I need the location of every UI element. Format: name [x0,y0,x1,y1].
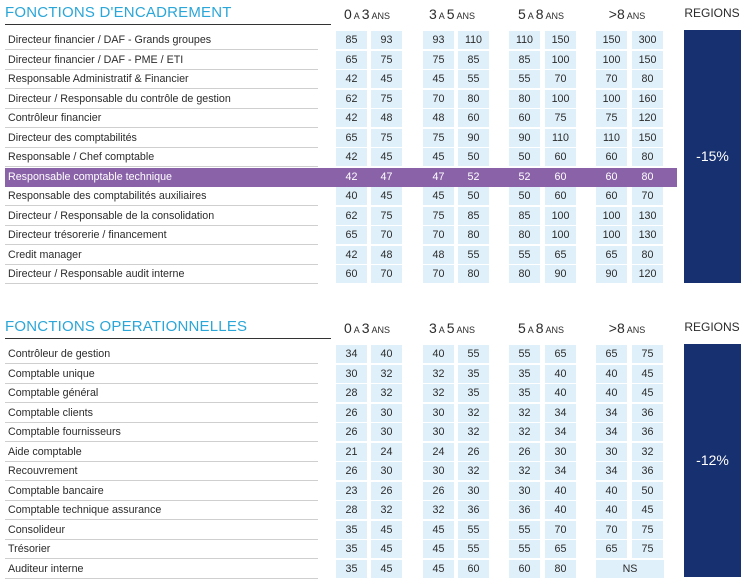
value-cell: 21 [336,443,367,461]
value-cell: 65 [596,540,627,558]
value-cell: 75 [423,207,454,225]
value-cell: 30 [596,443,627,461]
value-cell: 40 [423,345,454,363]
value-cell: 40 [545,501,576,519]
table-row [5,501,741,520]
value-cell: 80 [509,226,540,244]
table-row [5,109,741,128]
value-cell: 75 [632,521,663,539]
row-label: Comptable bancaire [5,482,318,501]
table-row [5,560,741,579]
value-cell: 60 [545,148,576,166]
row-label: Comptable technique assurance [5,501,318,520]
table-row [5,423,741,442]
value-cell: 30 [371,423,402,441]
value-cell: 30 [509,482,540,500]
table-row [5,207,741,226]
section-encadrement [0,4,744,288]
value-cell: 30 [458,482,489,500]
value-cell: 100 [596,90,627,108]
row-label: Directeur financier / DAF - PME / ETI [5,51,318,70]
value-cell: 70 [596,70,627,88]
value-cell: 42 [336,246,367,264]
value-cell: 23 [336,482,367,500]
value-cell: 36 [632,423,663,441]
value-cell: 60 [545,168,576,186]
value-cell: 30 [336,365,367,383]
value-cell: 110 [509,31,540,49]
value-cell: 75 [371,207,402,225]
column-header-3: >8 ANS [608,6,646,22]
value-cell: 34 [596,423,627,441]
value-cell: 36 [632,462,663,480]
regions-header: REGIONS [684,6,740,20]
value-cell: 55 [458,345,489,363]
value-cell: 75 [371,51,402,69]
value-cell: 120 [632,265,663,283]
value-cell: 100 [596,207,627,225]
value-cell: 80 [632,168,663,186]
encadrement-title: FONCTIONS D'ENCADREMENT [5,4,232,21]
encadrement-title-rule [5,24,331,25]
value-cell: 55 [509,70,540,88]
value-cell: 85 [509,207,540,225]
column-header-0: 0 A 3 ANS [343,6,391,22]
value-cell: 120 [632,109,663,127]
value-cell: 85 [336,31,367,49]
value-cell: 100 [545,226,576,244]
value-cell: 70 [423,226,454,244]
value-cell: 32 [509,462,540,480]
value-cell: 32 [371,501,402,519]
value-cell: 32 [371,384,402,402]
value-cell: 65 [336,129,367,147]
value-cell: 80 [632,148,663,166]
value-cell: 36 [632,404,663,422]
value-cell: 50 [509,148,540,166]
value-cell: 90 [458,129,489,147]
value-cell: 55 [509,345,540,363]
value-cell: 55 [458,70,489,88]
value-cell: 60 [458,109,489,127]
value-cell: 130 [632,226,663,244]
value-cell: 40 [545,482,576,500]
row-label: Responsable comptable technique [5,168,318,187]
value-cell: 75 [423,129,454,147]
value-cell: 110 [545,129,576,147]
value-cell: 100 [545,90,576,108]
column-header-2: 5 A 8 ANS [517,320,565,336]
value-cell: 40 [336,187,367,205]
value-cell: 30 [423,462,454,480]
value-cell: 52 [509,168,540,186]
row-label: Directeur des comptabilités [5,129,318,148]
value-cell: 45 [423,70,454,88]
value-cell: 75 [632,540,663,558]
column-header-1: 3 A 5 ANS [428,6,476,22]
value-cell: 30 [371,462,402,480]
value-cell: 55 [458,540,489,558]
value-cell: 60 [336,265,367,283]
value-cell: 80 [632,246,663,264]
value-cell: 93 [423,31,454,49]
row-label: Aide comptable [5,443,318,462]
value-cell: 70 [545,521,576,539]
row-label: Contrôleur de gestion [5,345,318,364]
value-cell: 45 [632,365,663,383]
value-cell: 55 [458,521,489,539]
value-cell: 32 [423,384,454,402]
value-cell: 70 [371,265,402,283]
value-cell: 65 [596,246,627,264]
value-cell: 70 [596,521,627,539]
column-header-1: 3 A 5 ANS [428,320,476,336]
value-cell: 150 [596,31,627,49]
value-cell: 62 [336,90,367,108]
value-cell: 34 [336,345,367,363]
value-cell: 150 [545,31,576,49]
value-cell: 80 [509,265,540,283]
column-header-0: 0 A 3 ANS [343,320,391,336]
value-cell: 90 [596,265,627,283]
value-cell: 32 [458,462,489,480]
value-cell: 65 [545,345,576,363]
value-cell: 60 [458,560,489,578]
value-cell: 48 [423,246,454,264]
value-cell: 70 [423,90,454,108]
value-cell: 60 [545,187,576,205]
value-cell: 32 [509,423,540,441]
value-cell: 55 [458,246,489,264]
value-cell: 70 [423,265,454,283]
table-row [5,148,741,167]
value-cell: 50 [632,482,663,500]
table-row [5,384,741,403]
row-label: Credit manager [5,246,318,265]
value-cell: 26 [371,482,402,500]
operationnelles-title: FONCTIONS OPERATIONNELLES [5,318,248,335]
table-row [5,129,741,148]
row-label: Responsable des comptabilités auxiliaires [5,187,318,206]
value-cell: 50 [458,187,489,205]
value-cell: 26 [336,423,367,441]
value-cell: 36 [458,501,489,519]
value-cell: 32 [371,365,402,383]
value-cell: 60 [509,560,540,578]
value-cell: 35 [509,384,540,402]
value-cell: 24 [423,443,454,461]
value-cell: 110 [596,129,627,147]
value-cell: 28 [336,384,367,402]
value-cell: 45 [371,560,402,578]
value-cell: 55 [509,540,540,558]
row-label: Directeur trésorerie / financement [5,226,318,245]
table-row [5,265,741,284]
table-row [5,187,741,206]
value-cell: 47 [371,168,402,186]
value-cell: 65 [596,345,627,363]
value-cell: 48 [371,246,402,264]
value-cell: 60 [596,187,627,205]
table-row [5,51,741,70]
value-cell: 35 [336,560,367,578]
value-cell: 100 [545,51,576,69]
value-cell: 90 [509,129,540,147]
value-cell: 42 [336,70,367,88]
value-cell: 40 [596,365,627,383]
value-cell: 45 [423,187,454,205]
value-cell: 160 [632,90,663,108]
value-cell: 70 [545,70,576,88]
value-cell: 150 [632,51,663,69]
value-cell: 62 [336,207,367,225]
row-label: Responsable Administratif & Financier [5,70,318,89]
value-cell: 75 [371,129,402,147]
value-cell: 40 [545,384,576,402]
value-cell: 45 [423,560,454,578]
value-cell: 90 [545,265,576,283]
value-cell: 85 [458,207,489,225]
value-cell: 26 [336,404,367,422]
row-label: Trésorier [5,540,318,559]
value-cell: 300 [632,31,663,49]
table-row [5,540,741,559]
value-cell: 30 [423,423,454,441]
table-row [5,90,741,109]
value-cell: 47 [423,168,454,186]
value-cell: 70 [632,187,663,205]
section-operationnelles [0,318,744,584]
value-cell: 35 [336,540,367,558]
value-cell: 93 [371,31,402,49]
table-row [5,482,741,501]
value-cell: 45 [632,501,663,519]
value-cell: 110 [458,31,489,49]
value-cell: 50 [458,148,489,166]
table-row [5,226,741,245]
value-cell: 80 [509,90,540,108]
value-cell: 36 [509,501,540,519]
value-cell: 45 [371,70,402,88]
table-row [5,70,741,89]
value-cell: 26 [509,443,540,461]
column-header-2: 5 A 8 ANS [517,6,565,22]
table-row [5,443,741,462]
value-cell: 75 [545,109,576,127]
value-cell: 55 [509,246,540,264]
row-label: Directeur financier / DAF - Grands groupes [5,31,318,50]
row-label: Contrôleur financier [5,109,318,128]
value-cell: 45 [371,521,402,539]
value-cell: 85 [509,51,540,69]
value-cell: 60 [596,148,627,166]
value-cell: 34 [596,404,627,422]
value-cell: 30 [371,404,402,422]
value-cell: 80 [458,265,489,283]
value-cell: 32 [509,404,540,422]
value-cell: 26 [336,462,367,480]
value-cell: 60 [596,168,627,186]
table-row [5,521,741,540]
row-label: Directeur / Responsable de la consolidation [5,207,318,226]
value-cell: 55 [509,521,540,539]
value-cell: 45 [371,540,402,558]
value-cell: 45 [423,521,454,539]
row-label: Recouvrement [5,462,318,481]
value-cell: 40 [596,501,627,519]
table-row [5,365,741,384]
value-cell: 48 [423,109,454,127]
value-cell: 40 [596,384,627,402]
value-cell: 32 [423,501,454,519]
value-cell: 32 [423,365,454,383]
row-label: Auditeur interne [5,560,318,579]
value-cell: 75 [371,90,402,108]
value-cell: 32 [458,404,489,422]
value-cell: 45 [371,148,402,166]
value-cell: 65 [545,246,576,264]
value-cell: 30 [423,404,454,422]
value-cell: 26 [458,443,489,461]
value-cell: NS [596,560,664,578]
value-cell: 26 [423,482,454,500]
value-cell: 75 [632,345,663,363]
value-cell: 35 [458,384,489,402]
value-cell: 130 [632,207,663,225]
table-row [5,246,741,265]
value-cell: 45 [632,384,663,402]
value-cell: 52 [458,168,489,186]
encadrement-region-box: -15% [684,30,741,283]
column-header-3: >8 ANS [608,320,646,336]
row-label: Directeur / Responsable audit interne [5,265,318,284]
value-cell: 35 [336,521,367,539]
value-cell: 35 [458,365,489,383]
row-label: Consolideur [5,521,318,540]
row-label: Comptable clients [5,404,318,423]
value-cell: 30 [545,443,576,461]
value-cell: 65 [545,540,576,558]
table-row [5,404,741,423]
value-cell: 45 [423,148,454,166]
value-cell: 28 [336,501,367,519]
row-label: Responsable / Chef comptable [5,148,318,167]
regions-header: REGIONS [684,320,740,334]
operationnelles-region-box: -12% [684,344,741,577]
value-cell: 100 [596,51,627,69]
table-row [5,462,741,481]
value-cell: 85 [458,51,489,69]
value-cell: 34 [596,462,627,480]
row-label: Comptable fournisseurs [5,423,318,442]
value-cell: 65 [336,226,367,244]
value-cell: 100 [596,226,627,244]
value-cell: 34 [545,423,576,441]
value-cell: 40 [371,345,402,363]
value-cell: 80 [458,90,489,108]
value-cell: 45 [423,540,454,558]
value-cell: 35 [509,365,540,383]
value-cell: 34 [545,462,576,480]
row-label: Comptable unique [5,365,318,384]
value-cell: 32 [458,423,489,441]
value-cell: 42 [336,148,367,166]
value-cell: 75 [596,109,627,127]
value-cell: 45 [371,187,402,205]
value-cell: 75 [423,51,454,69]
table-row [5,168,741,187]
value-cell: 80 [458,226,489,244]
value-cell: 80 [632,70,663,88]
value-cell: 100 [545,207,576,225]
value-cell: 80 [545,560,576,578]
value-cell: 48 [371,109,402,127]
table-row [5,31,741,50]
value-cell: 42 [336,168,367,186]
value-cell: 70 [371,226,402,244]
value-cell: 60 [509,109,540,127]
value-cell: 42 [336,109,367,127]
operationnelles-title-rule [5,338,331,339]
value-cell: 65 [336,51,367,69]
value-cell: 150 [632,129,663,147]
row-label: Comptable général [5,384,318,403]
value-cell: 34 [545,404,576,422]
row-label: Directeur / Responsable du contrôle de gestion [5,90,318,109]
value-cell: 40 [596,482,627,500]
table-row [5,345,741,364]
value-cell: 24 [371,443,402,461]
value-cell: 32 [632,443,663,461]
value-cell: 40 [545,365,576,383]
value-cell: 50 [509,187,540,205]
